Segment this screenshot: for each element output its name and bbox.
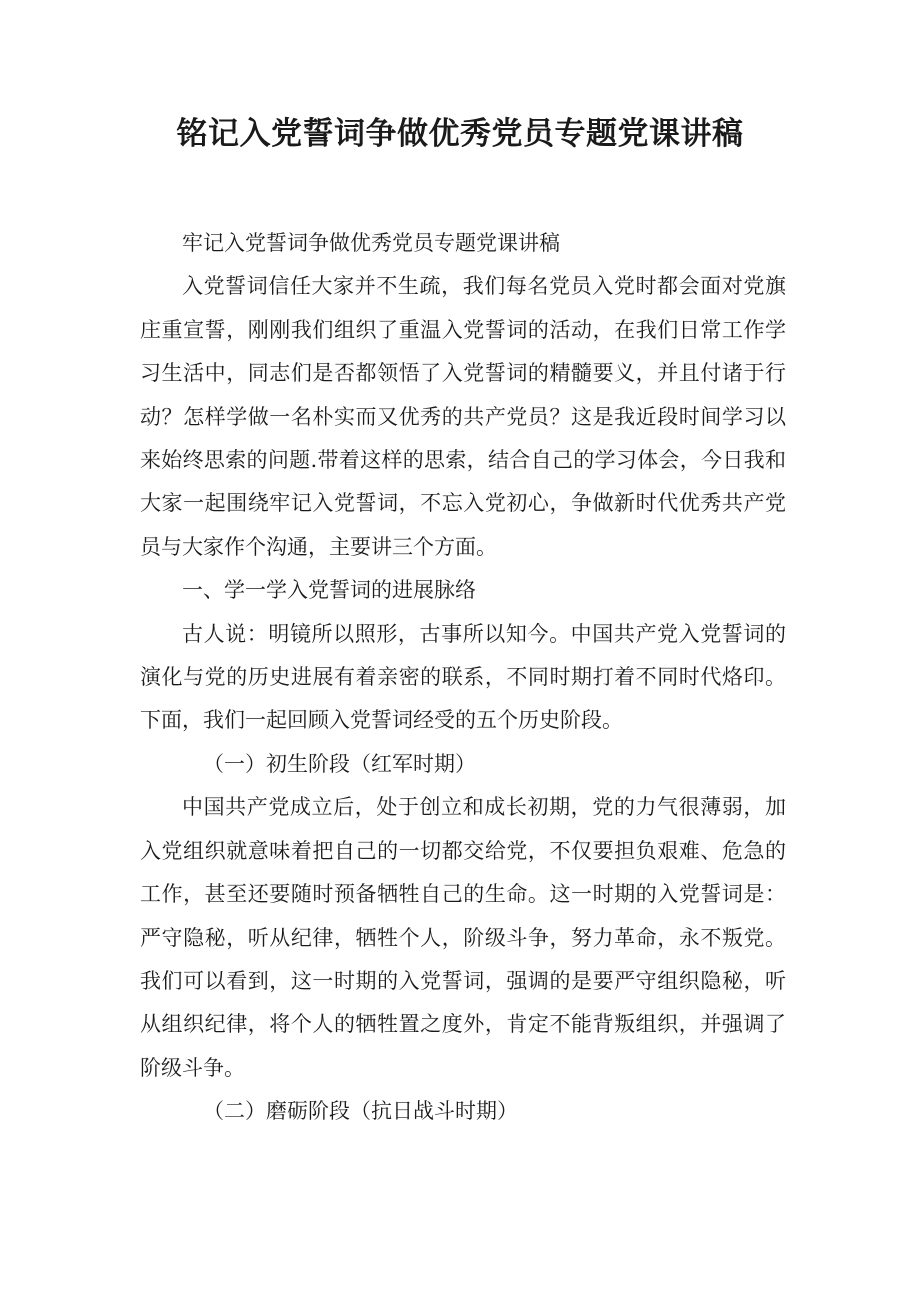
document-body xyxy=(140,222,786,1134)
paragraph-subtitle: 牢记入党誓词争做优秀党员专题党课讲稿 xyxy=(182,231,560,255)
subsection-heading-2: （二）磨砺阶段（抗日战斗时期） xyxy=(203,1099,518,1124)
subsection-heading-1: （一）初生阶段（红军时期） xyxy=(203,751,476,776)
document-title: 铭记入党誓词争做优秀党员专题党课讲稿 xyxy=(176,116,744,152)
paragraph-red-army-period: 中国共产党成立后，处于创立和成长初期，党的力气很薄弱，加入党组织就意味着把自己的一切都交给党，不仅要担负艰难、危急的工作，甚至还要随时预备牺牲自己的生命。这一时期的入党誓词是：严守隐秘，听从纪律，牺牲个人，阶级斗争，努力革命，永不叛党。我们可以看到，这一时期的入党誓词，强调的是要严守组织隐秘，听从组织纪律，将个人的牺牲置之度外，肯定不能背叛组织，并强调了阶级斗争。 xyxy=(140,795,786,1080)
section-heading-1: 一、学一学入党誓词的进展脉络 xyxy=(182,578,476,603)
paragraph-intro: 入党誓词信任大家并不生疏，我们每名党员入党时都会面对党旗庄重宣誓，刚刚我们组织了重温入党誓词的活动，在我们日常工作学习生活中，同志们是否都领悟了入党誓词的精髓要义，并且付诸于行动？怎样学做一名朴实而又优秀的共产党员？这是我近段时间学习以来始终思索的问题.带着这样的思索，结合自己的学习体会，今日我和大家一起围绕牢记入党誓词，不忘入党初心，争做新时代优秀共产党员与大家作个沟通，主要讲三个方面。 xyxy=(140,274,786,559)
paragraph-history-overview: 古人说：明镜所以照形，古事所以知今。中国共产党入党誓词的演化与党的历史进展有着亲密的联系，不同时期打着不同时代烙印。下面，我们一起回顾入党誓词经受的五个历史阶段。 xyxy=(140,621,786,733)
